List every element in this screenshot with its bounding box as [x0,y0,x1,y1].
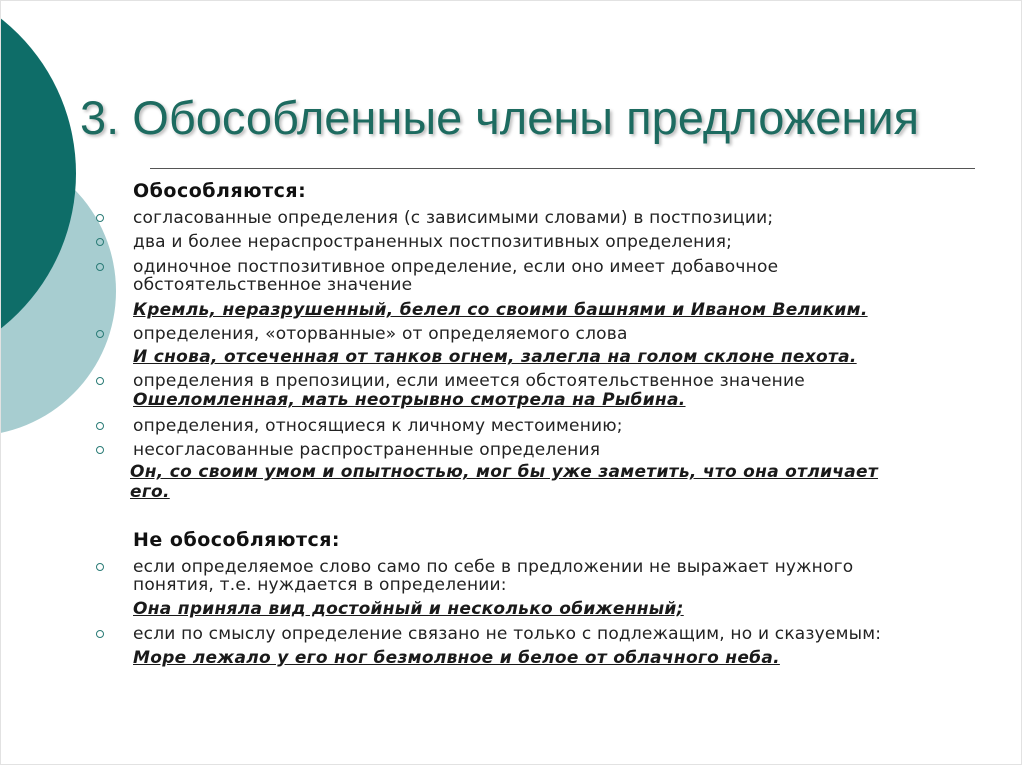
example-sentence: Он, со своим умом и опытностью, мог бы уже заметить, что она отличает [130,462,879,482]
list-item-text: определения, относящиеся к личному местоимению; [133,416,623,436]
list-item-text: если определяемое слово само по себе в предложении не выражает нужного [133,557,854,577]
example-sentence: Она приняла вид достойный и несколько обиженный; [133,599,684,619]
bullet-icon [96,330,104,338]
list-item-text: несогласованные распространенные определения [133,440,601,460]
bullet-icon [96,377,104,385]
bullet-icon [96,214,104,222]
list-item-text: обстоятельственное значение [133,275,413,295]
list-item-text: если по смыслу определение связано не только с подлежащим, но и сказуемым: [133,624,882,644]
section-heading-isolated: Обособляются: [133,180,307,202]
list-item-text: понятия, т.е. нуждается в определении: [133,575,507,595]
list-item-text: определения, «оторванные» от определяемого слова [133,324,628,344]
bullet-icon [96,630,104,638]
example-sentence: Кремль, неразрушенный, белел со своими башнями и Иваном Великим. [133,300,868,320]
list-item-text: определения в препозиции, если имеется обстоятельственное значение [133,371,805,391]
example-sentence: его. [130,482,170,502]
example-sentence: Море лежало у его ног безмолвное и белое от облачного неба. [133,648,780,668]
bullet-icon [96,446,104,454]
slide-title: 3. Обособленные члены предложения [80,91,920,144]
example-sentence: Ошеломленная, мать неотрывно смотрела на Рыбина. [133,390,686,410]
list-item-text: одиночное постпозитивное определение, если оно имеет добавочное [133,257,779,277]
bullet-icon [96,563,104,571]
bullet-icon [96,422,104,430]
list-item-text: согласованные определения (с зависимыми словами) в постпозиции; [133,208,774,228]
example-sentence: И снова, отсеченная от танков огнем, залегла на голом склоне пехота. [133,347,857,367]
section-heading-not-isolated: Не обособляются: [133,529,341,551]
bullet-icon [96,238,104,246]
bullet-icon [96,263,104,271]
list-item-text: два и более нераспространенных постпозитивных определения; [133,232,733,252]
